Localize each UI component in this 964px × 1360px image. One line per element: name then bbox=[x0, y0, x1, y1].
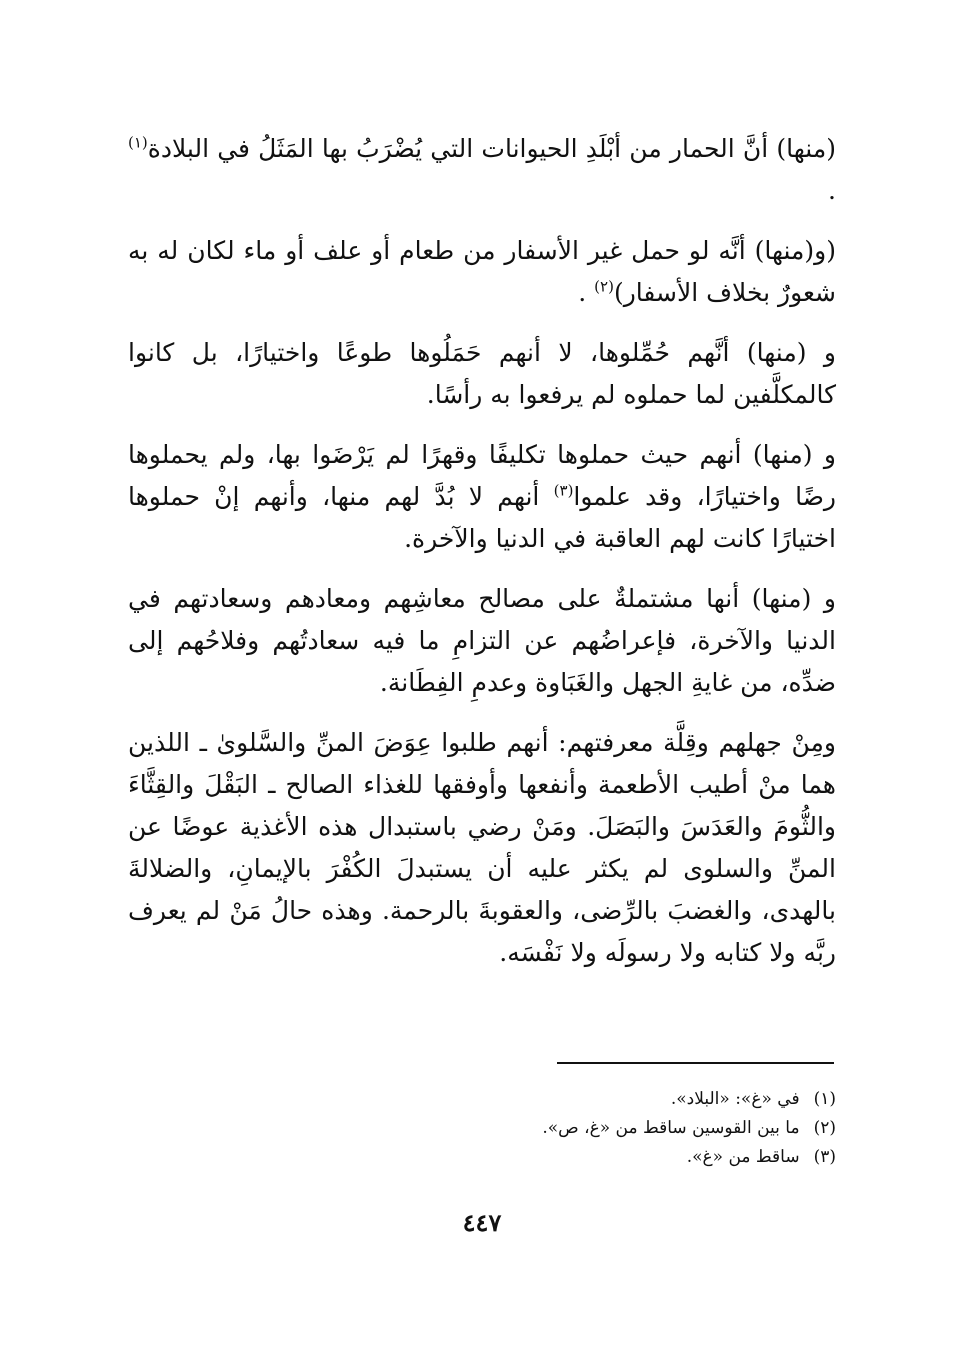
paragraph-3 bbox=[128, 332, 836, 416]
paragraph-3-text: و (منها) أنَّهم حُمِّلوها، لا أنهم حَمَلُوها طوعًا واختيارًا، بل كانوا كالمكلَّفين لما حملوه لم يرفعوا به رأسًا. bbox=[128, 338, 836, 409]
footnote-2 bbox=[128, 1114, 836, 1143]
paragraph-6 bbox=[128, 722, 836, 974]
footnote-text: ما بين القوسين ساقط من «غ، ص». bbox=[542, 1118, 800, 1138]
footnote-text: في «غ»: «البلاد». bbox=[670, 1089, 800, 1109]
paragraph-6-text: ومِنْ جهلهم وقِلَّة معرفتهم: أنهم طلبوا عِوَضَ المنِّ والسَّلوىٰ ـ اللذين هما منْ أطيب الأطعمة وأنفعها وأوفقها للغذاء الصالح ـ البَقْلَ والقِثَّاءَ والثُّومَ والعَدَسَ والبَصَلَ. ومَنْ رضي باستبدال هذه الأغذية عوضًا عن المنِّ والسلوى لم يكثر عليه أن يستبدلَ الكُفْرَ بالإيمانِ، والضلالةَ بالهدى، والغضبَ بالرِّضى، والعقوبةَ بالرحمة. وهذه حالُ مَنْ لم يعرف ربَّه ولا كتابه ولا رسولَه ولا نَفْسَه. bbox=[128, 728, 836, 967]
paragraph-1-text: (منها) أنَّ الحمار من أبْلَدِ الحيوانات التي يُضْرَبُ بها المَثَلُ في البلادة bbox=[147, 134, 836, 163]
page-number: ٤٤٧ bbox=[462, 1208, 502, 1237]
footnotes bbox=[128, 1085, 836, 1172]
footnote-text: ساقط من «غ». bbox=[686, 1147, 800, 1167]
footnote-1 bbox=[128, 1085, 836, 1114]
footnote-number: (٢) bbox=[813, 1118, 836, 1138]
footnote-number: (٣) bbox=[813, 1147, 836, 1167]
paragraph-4-text: و (منها) أنهم حيث حملوها تكليفًا وقهرًا لم يَرْضَوا بها، ولم يحملوها رضًا واختيارًا، وقد علموا bbox=[128, 440, 836, 511]
paragraph-2-tail: . bbox=[578, 278, 587, 307]
footnote-separator bbox=[557, 1062, 834, 1064]
footnote-number: (١) bbox=[813, 1089, 836, 1109]
paragraph-2 bbox=[128, 230, 836, 314]
footnote-ref-1: (١) bbox=[128, 133, 148, 152]
paragraph-2-text: (و(منها) أنَّه لو حمل غير الأسفار من طعام أو علف أو ماء لكان له به شعورٌ بخلاف الأسفار) bbox=[128, 236, 836, 307]
page-body bbox=[128, 128, 836, 974]
paragraph-1-tail: . bbox=[828, 176, 836, 205]
paragraph-1 bbox=[128, 128, 836, 212]
paragraph-5-text: و (منها) أنها مشتملةٌ على مصالح معاشِهم ومعادهم وسعادتهم في الدنيا والآخرة، فإعراضُهم عن التزامِ ما فيه سعادتُهم وفلاحُهم إلى ضدِّه، من غايةِ الجهل والغَبَاوة وعدمِ الفِطَانة. bbox=[128, 584, 836, 697]
paragraph-4 bbox=[128, 434, 836, 560]
paragraph-5 bbox=[128, 578, 836, 704]
footnote-ref-3: (٣) bbox=[553, 481, 574, 500]
footnote-3 bbox=[128, 1143, 836, 1172]
paragraph-4-tail: أنهم لا بُدَّ لهم منها، وأنهم إنْ حملوها اختيارًا كانت لهم العاقبة في الدنيا والآخرة. bbox=[128, 482, 836, 553]
footnote-ref-2: (٢) bbox=[594, 277, 614, 296]
